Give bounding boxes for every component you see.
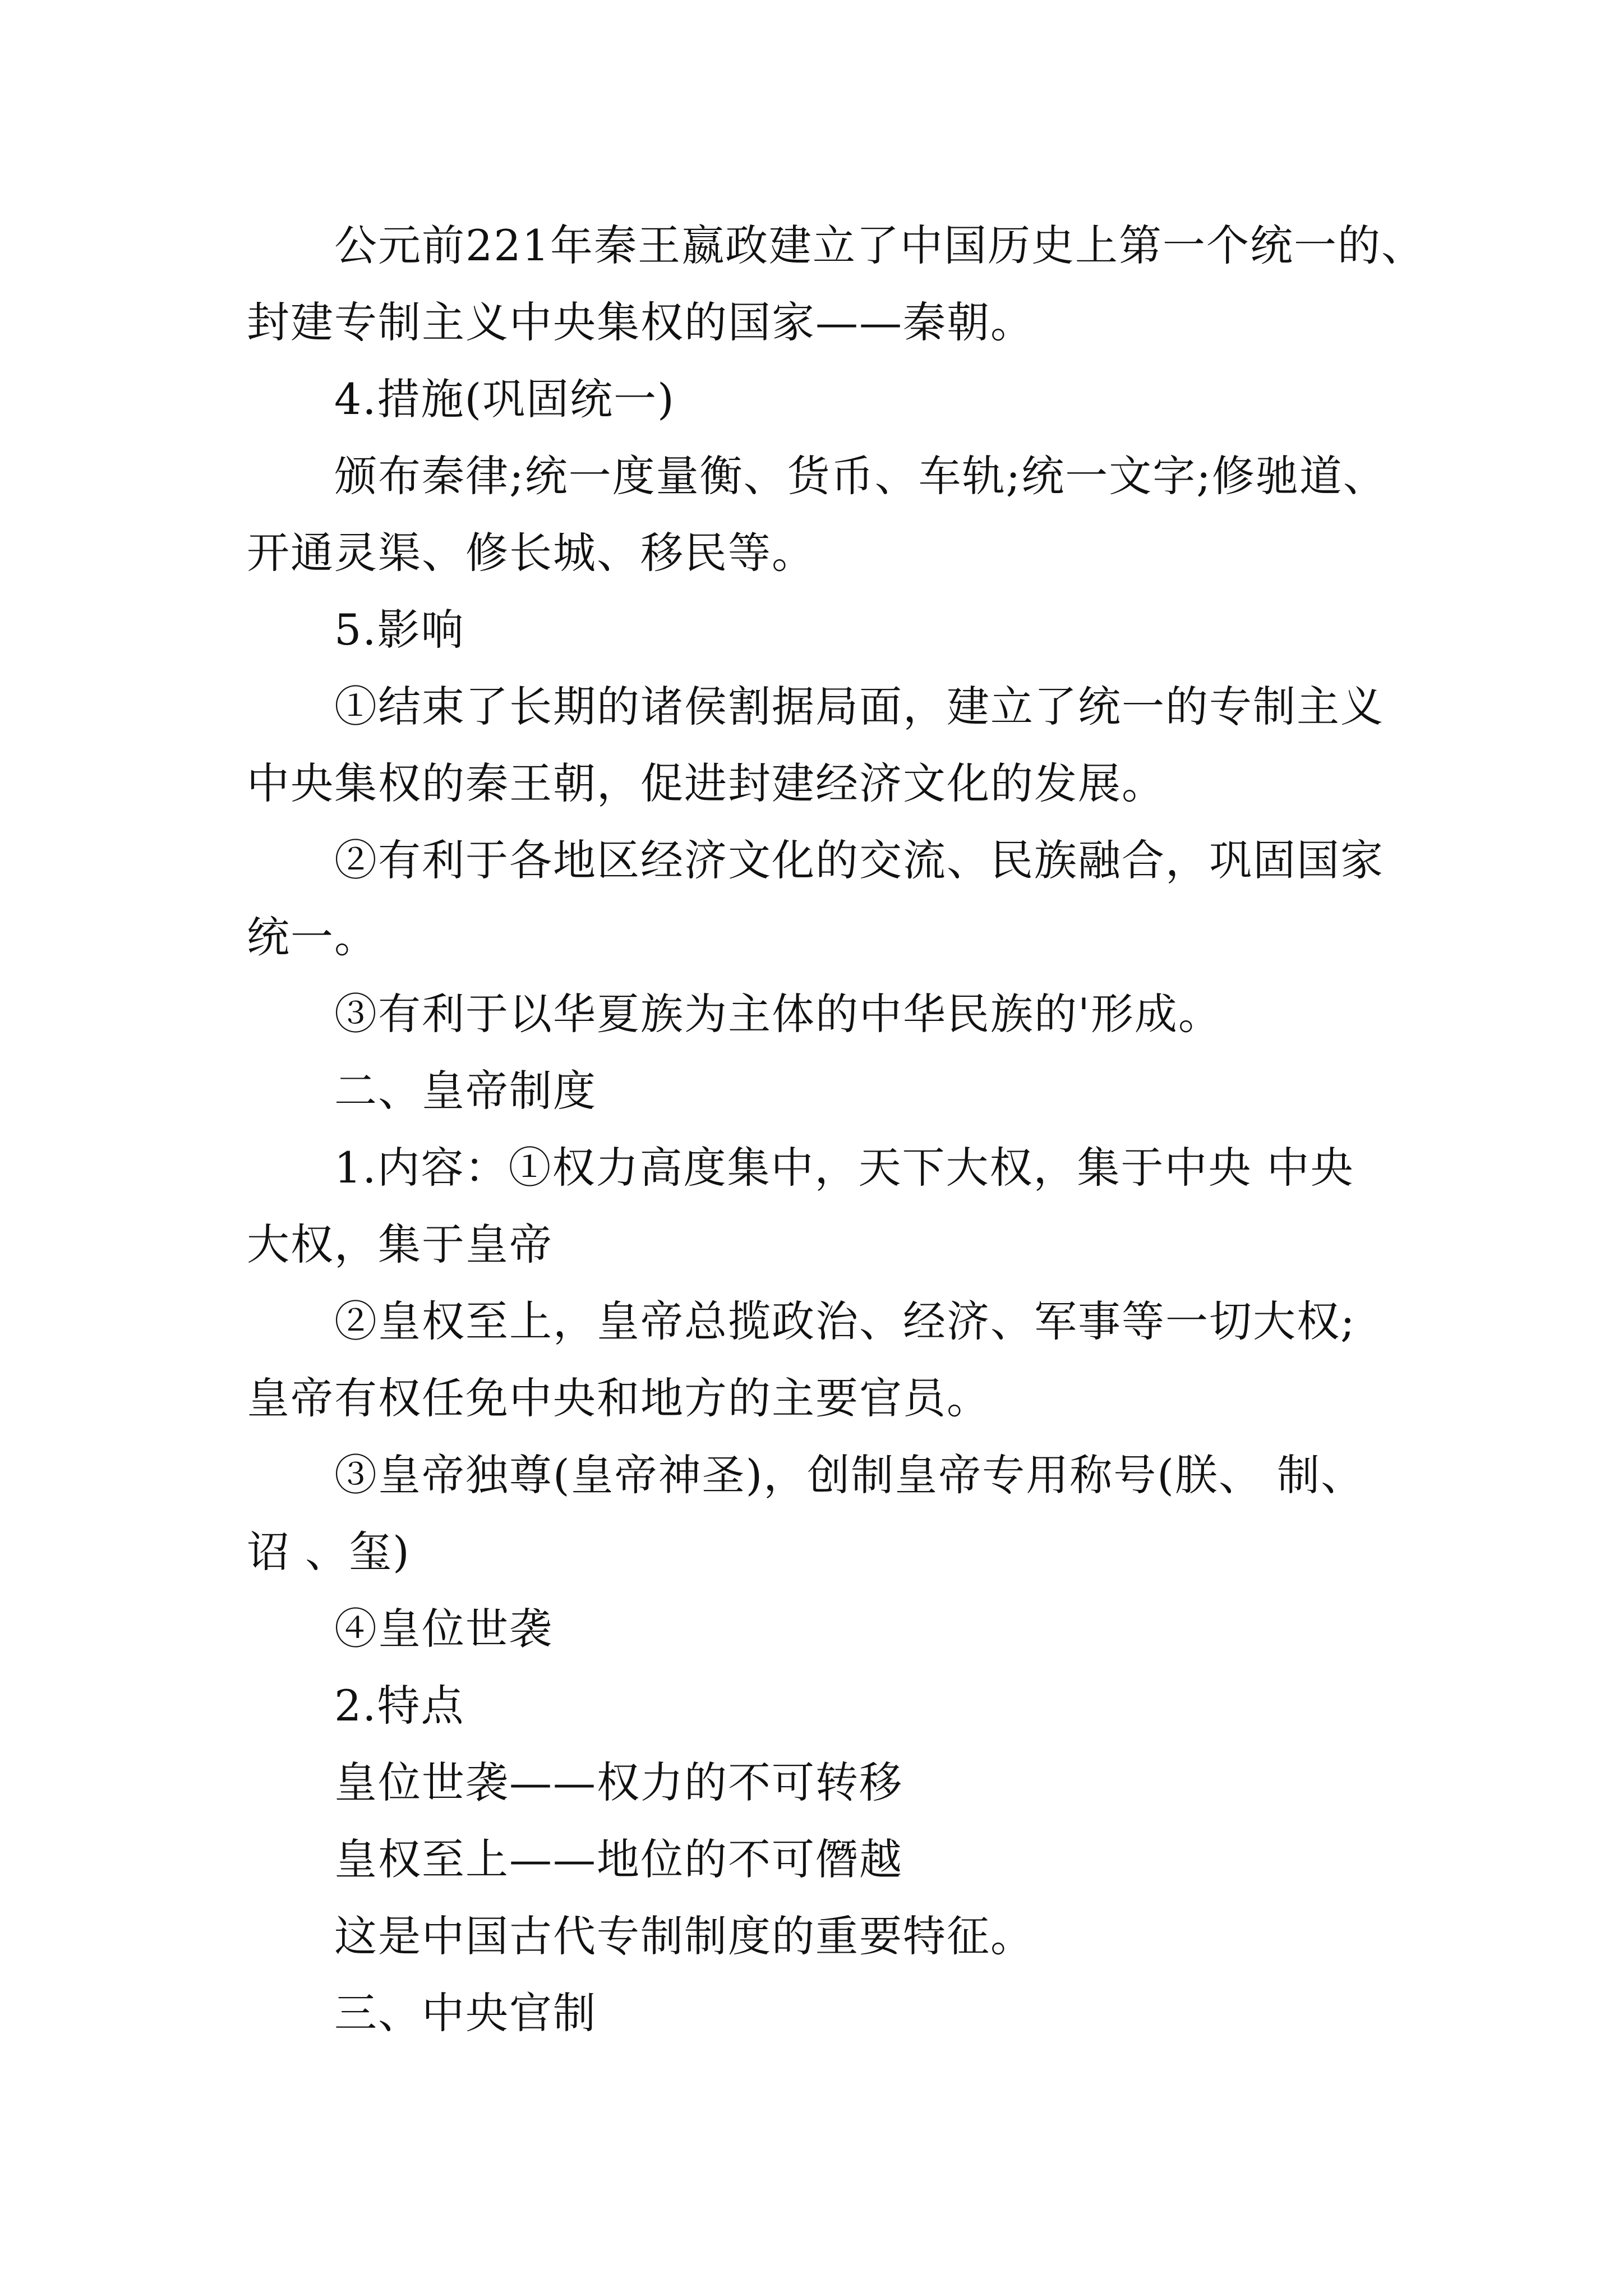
list-item-line: ②皇权至上，皇帝总揽政治、经济、军事等一切大权; [334, 1296, 1356, 1346]
list-item-line: 中央集权的秦王朝，促进封建经济文化的发展。 [247, 758, 1165, 808]
list-item-line: 皇帝有权任免中央和地方的主要官员。 [247, 1373, 990, 1423]
paragraph-line: 皇位世袭——权力的不可转移 [334, 1757, 903, 1807]
section-heading: 2.特点 [334, 1681, 465, 1731]
list-item-line: ②有利于各地区经济文化的交流、民族融合，巩固国家 [334, 835, 1384, 885]
list-item-line: ④皇位世袭 [334, 1604, 553, 1654]
paragraph-line: 皇权至上——地位的不可僭越 [334, 1834, 903, 1884]
paragraph-line: 这是中国古代专制制度的重要特征。 [334, 1911, 1034, 1961]
list-item-line: ③皇帝独尊(皇帝神圣)，创制皇帝专用称号(朕、 制、 [334, 1450, 1365, 1500]
list-item-line: ③有利于以华夏族为主体的中华民族的'形成。 [334, 989, 1222, 1039]
paragraph-line: 封建专制主义中央集权的国家——秦朝。 [247, 297, 1034, 347]
section-heading: 5.影响 [334, 605, 465, 655]
list-item-line: 1.内容：①权力高度集中，天下大权，集于中央 中央 [334, 1143, 1354, 1193]
section-heading: 二、皇帝制度 [334, 1066, 597, 1116]
paragraph-line: 颁布秦律;统一度量衡、货币、车轨;统一文字;修驰道、 [334, 451, 1387, 501]
list-item-line: 统一。 [247, 912, 378, 962]
section-heading: 4.措施(巩固统一) [334, 374, 675, 424]
list-item-line: 大权，集于皇帝 [247, 1220, 553, 1269]
paragraph-line: 开通灵渠、修长城、移民等。 [247, 528, 815, 578]
list-item-line: ①结束了长期的诸侯割据局面，建立了统一的专制主义 [334, 682, 1384, 731]
section-heading: 三、中央官制 [334, 1988, 597, 2038]
paragraph-line: 公元前221年秦王嬴政建立了中国历史上第一个统一的、 [334, 220, 1426, 270]
list-item-line: 诏 、玺) [247, 1527, 411, 1577]
